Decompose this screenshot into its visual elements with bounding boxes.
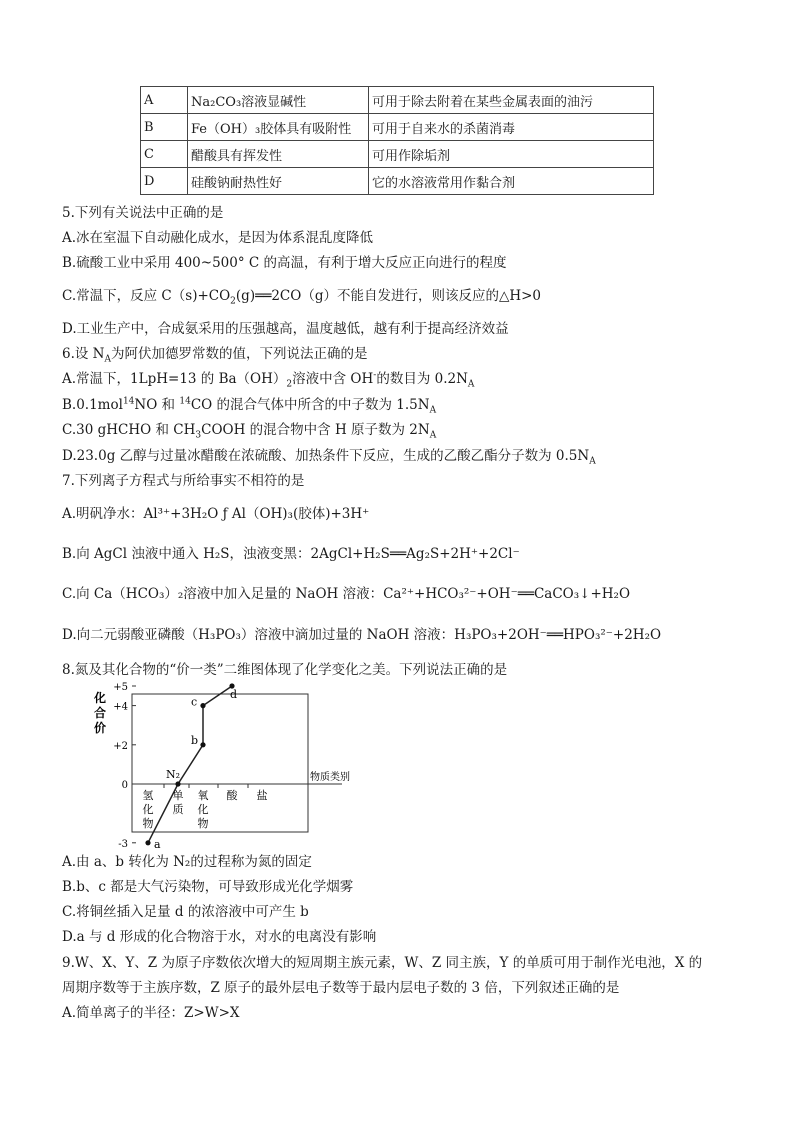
- y-tick-label: 0: [121, 780, 128, 791]
- row-fact: 醋酸具有挥发性: [188, 141, 369, 168]
- text-segment: 6.设 N: [62, 346, 105, 362]
- subscript: A: [104, 354, 111, 365]
- x-category-label: 酸: [226, 789, 238, 802]
- y-tick-label: +2: [113, 740, 128, 752]
- q7-option-b: B.向 AgCl 浊液中通入 H₂S，浊液变黑：2AgCl+H₂S══Ag₂S+2H⁺+2Cl⁻: [62, 546, 520, 562]
- data-point: [200, 742, 205, 747]
- text-segment: 溶液中含 OH: [292, 371, 374, 387]
- table-row: [141, 168, 654, 195]
- text-segment: COOH 的混合物中含 H 原子数为 2N: [201, 422, 430, 438]
- row-label: B: [141, 114, 188, 141]
- options-table: [140, 86, 654, 195]
- text-segment: (g)══2CO（g）不能自发进行，则该反应的△H>0: [235, 288, 542, 304]
- q8-stem: 8.氮及其化合物的“价一类”二维图体现了化学变化之美。下列说法正确的是: [62, 662, 508, 678]
- text-segment: D.23.0g 乙醇与过量冰醋酸在浓硫酸、加热条件下反应，生成的乙酸乙酯分子数为 0.5N: [62, 448, 590, 464]
- superscript: -: [373, 370, 377, 381]
- row-use: 它的水溶液常用作黏合剂: [369, 168, 654, 195]
- x-category-label: 质: [172, 803, 184, 816]
- x-category-label: 氧: [197, 789, 209, 802]
- subscript: 3: [195, 430, 202, 441]
- q5-option-a: A.冰在室温下自动融化成水，是因为体系混乱度降低: [62, 230, 374, 246]
- row-fact: Na₂CO₃溶液显碱性: [188, 87, 369, 114]
- q6-option-a: [62, 370, 474, 388]
- series-line: [148, 686, 232, 843]
- data-point: [145, 840, 150, 845]
- q6-stem: [62, 345, 367, 363]
- subscript: A: [429, 430, 437, 441]
- subscript: A: [429, 405, 437, 416]
- y-axis-label: 化: [94, 691, 107, 705]
- text-segment: CO 的混合气体中所含的中子数为 1.5N: [190, 397, 430, 413]
- q6-option-d: [62, 447, 596, 465]
- x-category-label: 化: [197, 803, 209, 816]
- row-label: D: [141, 168, 188, 195]
- q5-option-d: D.工业生产中，合成氨采用的压强越高，温度越低，越有利于提高经济效益: [62, 321, 509, 337]
- row-use: 可用于除去附着在某些金属表面的油污: [369, 87, 654, 114]
- superscript: 14: [179, 396, 191, 407]
- q6-option-b: [62, 396, 436, 414]
- y-axis-label: 价: [94, 721, 107, 735]
- valence-category-chart: [92, 682, 350, 851]
- data-point-label: d: [230, 688, 238, 701]
- data-point-label: N₂: [166, 768, 181, 781]
- x-axis-label: 物质类别: [310, 772, 350, 783]
- table-row: [141, 87, 654, 114]
- y-tick-label: -3: [118, 838, 128, 850]
- subscript: A: [467, 379, 475, 390]
- q9-line-1: 9.W、X、Y、Z 为原子序数依次增大的短周期主族元素，W、Z 同主族，Y 的单质可用于制作光电池，X 的: [62, 955, 703, 971]
- q8-option-a: A.由 a、b 转化为 N₂的过程称为氮的固定: [62, 854, 312, 870]
- y-axis-label: 合: [94, 706, 107, 720]
- q6-option-c: [62, 421, 436, 439]
- data-point-label: b: [191, 733, 199, 747]
- q7-option-c: C.向 Ca（HCO₃）₂溶液中加入足量的 NaOH 溶液：Ca²⁺+HCO₃²⁻+OH⁻══CaCO₃↓+H₂O: [62, 586, 631, 602]
- text-segment: 的数目为 0.2N: [376, 371, 468, 387]
- x-category-label: 化: [142, 803, 154, 816]
- row-fact: Fe（OH）₃胶体具有吸附性: [188, 114, 369, 141]
- superscript: 14: [122, 396, 135, 407]
- row-use: 可用作除垢剂: [369, 141, 654, 168]
- q5-option-c: [62, 287, 541, 305]
- q9-option-a: A.简单离子的半径：Z>W>X: [62, 1005, 240, 1021]
- text-segment: C.常温下，反应 C（s)+CO: [62, 288, 231, 304]
- data-point-label: a: [154, 837, 161, 851]
- text-segment: B.0.1mol: [62, 397, 123, 413]
- data-point: [200, 703, 205, 708]
- text-segment: 为阿伏加德罗常数的值，下列说法正确的是: [110, 346, 368, 362]
- row-fact: 硅酸钠耐热性好: [188, 168, 369, 195]
- q7-option-d: D.向二元弱酸亚磷酸（H₃PO₃）溶液中滴加过量的 NaOH 溶液：H₃PO₃+2OH⁻══HPO₃²⁻+2H₂O: [62, 627, 662, 643]
- x-category-label: 单: [172, 789, 184, 802]
- x-category-label: 氢: [142, 789, 154, 802]
- subscript: 2: [230, 296, 236, 307]
- q8-option-c: C.将铜丝插入足量 d 的浓溶液中可产生 b: [62, 904, 309, 920]
- x-category-label: 物: [197, 817, 209, 830]
- q8-option-b: B.b、c 都是大气污染物，可导致形成光化学烟雾: [62, 879, 354, 895]
- chart-frame: [132, 694, 308, 832]
- q5-option-b: B.硫酸工业中采用 400~500° C 的高温，有利于增大反应正向进行的程度: [62, 255, 507, 271]
- x-category-label: 盐: [256, 789, 268, 802]
- q9-line-2: 周期序数等于主族序数，Z 原子的最外层电子数等于最内层电子数的 3 倍，下列叙述正确的是: [62, 980, 620, 996]
- subscript: A: [589, 456, 596, 467]
- q7-stem: 7.下列离子方程式与所给事实不相符的是: [62, 473, 305, 489]
- text-segment: NO 和: [134, 397, 180, 413]
- row-use: 可用于自来水的杀菌消毒: [369, 114, 654, 141]
- row-label: A: [141, 87, 188, 114]
- q7-option-a: A.明矾净水：Al³⁺+3H₂O ƒ Al（OH)₃(胶体)+3H⁺: [62, 506, 370, 522]
- row-label: C: [141, 141, 188, 168]
- y-tick-label: +5: [113, 682, 128, 693]
- subscript: 2: [286, 379, 293, 390]
- table-row: [141, 141, 654, 168]
- data-point: [175, 781, 180, 786]
- y-tick-label: +4: [113, 701, 128, 713]
- text-segment: A.常温下，1LpH=13 的 Ba（OH）: [62, 371, 287, 387]
- q8-option-d: D.a 与 d 形成的化合物溶于水，对水的电离没有影响: [62, 929, 377, 945]
- text-segment: C.30 gHCHO 和 CH: [62, 422, 196, 438]
- table-row: [141, 114, 654, 141]
- q5-stem: 5.下列有关说法中正确的是: [62, 205, 224, 221]
- x-category-label: 物: [142, 817, 154, 830]
- data-point-label: c: [191, 695, 198, 709]
